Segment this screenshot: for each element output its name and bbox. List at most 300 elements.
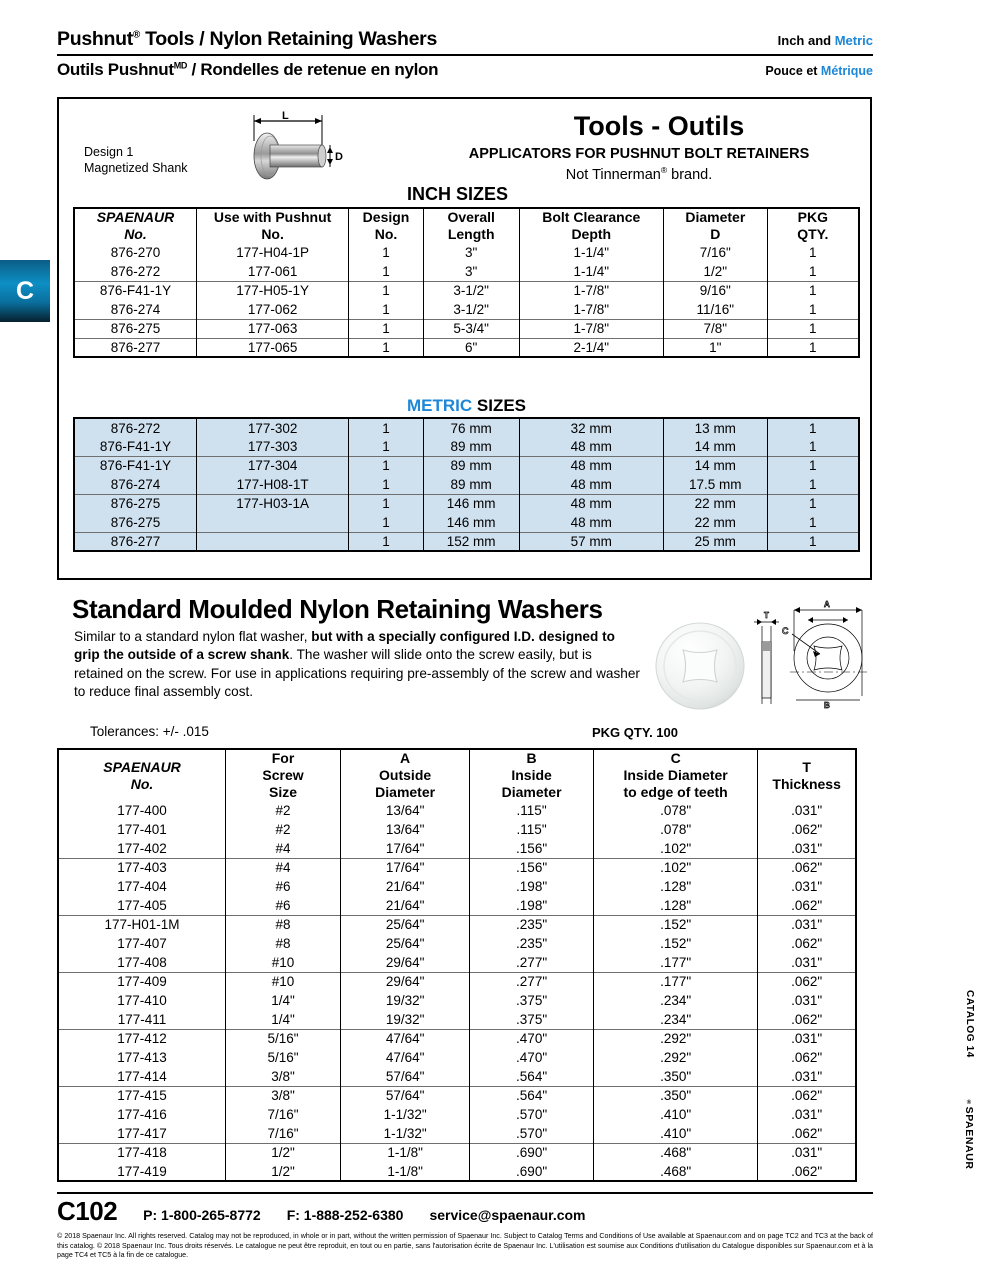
table-cell: .031" bbox=[758, 1105, 856, 1124]
washers-description bbox=[74, 628, 644, 702]
table-cell: .031" bbox=[758, 1067, 856, 1086]
dim-t-label: T bbox=[764, 611, 769, 620]
table-cell: 3/8" bbox=[226, 1086, 341, 1105]
table-cell: .062" bbox=[758, 972, 856, 991]
table-cell: .570" bbox=[470, 1105, 594, 1124]
table-row bbox=[74, 437, 859, 456]
table-cell: 29/64" bbox=[340, 972, 469, 991]
table-cell: 21/64" bbox=[340, 877, 469, 896]
table-cell: 1 bbox=[767, 494, 859, 513]
table-cell: .277" bbox=[470, 953, 594, 972]
table-header-row bbox=[58, 749, 856, 801]
table-cell: #4 bbox=[226, 839, 341, 858]
table-cell: 1/4" bbox=[226, 991, 341, 1010]
table-row bbox=[58, 1010, 856, 1029]
table-row bbox=[58, 877, 856, 896]
cell-part-number: 177-407 bbox=[58, 934, 226, 953]
table-cell: 89 mm bbox=[423, 456, 519, 475]
cell-part-number: 177-414 bbox=[58, 1067, 226, 1086]
header-title-fr-brand: Outils Pushnut bbox=[57, 60, 174, 79]
table-cell: #2 bbox=[226, 820, 341, 839]
washers-desc-part1: Similar to a standard nylon flat washer, bbox=[74, 629, 312, 644]
table-cell: 29/64" bbox=[340, 953, 469, 972]
cell-part-number: 177-411 bbox=[58, 1010, 226, 1029]
table-cell: 1 bbox=[767, 532, 859, 551]
table-row bbox=[58, 1143, 856, 1162]
column-header-line: Bolt Clearance bbox=[542, 209, 641, 225]
tools-subtitle-brand-note bbox=[409, 165, 869, 183]
column-header bbox=[423, 208, 519, 243]
metric-sizes-table bbox=[73, 417, 860, 552]
table-cell: 48 mm bbox=[519, 456, 663, 475]
table-cell: .031" bbox=[758, 801, 856, 820]
table-cell: 1-7/8" bbox=[519, 281, 663, 300]
column-header-line: Use with Pushnut bbox=[213, 209, 332, 225]
column-header bbox=[349, 208, 424, 243]
column-header-line: QTY. bbox=[797, 226, 829, 242]
column-header bbox=[519, 208, 663, 243]
table-cell: .564" bbox=[470, 1086, 594, 1105]
table-cell: .470" bbox=[470, 1029, 594, 1048]
table-cell: 1 bbox=[349, 281, 424, 300]
table-row bbox=[74, 262, 859, 281]
cell-part-number: 177-416 bbox=[58, 1105, 226, 1124]
column-header-line: Diameter bbox=[685, 209, 746, 225]
table-cell: .234" bbox=[593, 991, 757, 1010]
table-cell: 1-1/4" bbox=[519, 262, 663, 281]
metric-sizes-label-blue: METRIC bbox=[406, 396, 473, 415]
table-row bbox=[74, 243, 859, 262]
table-cell: 177-H08-1T bbox=[196, 475, 348, 494]
metric-sizes-label bbox=[73, 396, 860, 416]
table-cell: 177-H04-1P bbox=[196, 243, 348, 262]
table-row bbox=[58, 1086, 856, 1105]
cell-part-number: 177-400 bbox=[58, 801, 226, 820]
dim-a-label: A bbox=[824, 600, 830, 609]
table-cell: 1 bbox=[767, 456, 859, 475]
table-cell: 1 bbox=[767, 513, 859, 532]
cell-part-number: 876-270 bbox=[74, 243, 196, 262]
registered-mark-icon: ® bbox=[132, 29, 140, 41]
cell-part-number: 177-415 bbox=[58, 1086, 226, 1105]
tool-illustration bbox=[234, 111, 434, 186]
table-cell: 19/32" bbox=[340, 1010, 469, 1029]
table-cell: 1-1/32" bbox=[340, 1124, 469, 1143]
table-cell: .690" bbox=[470, 1162, 594, 1181]
header-divider bbox=[57, 54, 873, 56]
washers-table-wrap bbox=[57, 748, 857, 1182]
table-cell: 3-1/2" bbox=[423, 281, 519, 300]
table-cell: 1" bbox=[664, 338, 768, 357]
table-cell: .062" bbox=[758, 1048, 856, 1067]
table-cell: 177-063 bbox=[196, 319, 348, 338]
table-cell: .152" bbox=[593, 934, 757, 953]
column-header-line: D bbox=[710, 226, 721, 242]
table-cell: .375" bbox=[470, 1010, 594, 1029]
table-cell: 177-H03-1A bbox=[196, 494, 348, 513]
cell-part-number: 177-401 bbox=[58, 820, 226, 839]
table-cell: 7/16" bbox=[664, 243, 768, 262]
table-cell bbox=[196, 513, 348, 532]
cell-part-number: 876-277 bbox=[74, 532, 196, 551]
column-header bbox=[58, 749, 226, 801]
header-units-fr-plain: Pouce et bbox=[765, 64, 821, 78]
table-cell: .062" bbox=[758, 1124, 856, 1143]
registered-mark-icon: ® bbox=[966, 1100, 972, 1107]
table-cell: .128" bbox=[593, 896, 757, 915]
cell-part-number: 876-272 bbox=[74, 418, 196, 437]
table-cell: 21/64" bbox=[340, 896, 469, 915]
table-cell: .234" bbox=[593, 1010, 757, 1029]
table-cell: 1 bbox=[767, 262, 859, 281]
table-cell: .031" bbox=[758, 839, 856, 858]
table-cell: 177-062 bbox=[196, 300, 348, 319]
table-cell: 9/16" bbox=[664, 281, 768, 300]
table-cell: 1 bbox=[349, 243, 424, 262]
column-header bbox=[593, 749, 757, 801]
table-cell: .031" bbox=[758, 915, 856, 934]
table-cell: 19/32" bbox=[340, 991, 469, 1010]
table-row bbox=[58, 858, 856, 877]
table-row bbox=[58, 820, 856, 839]
table-cell: .115" bbox=[470, 820, 594, 839]
column-header-line: PKG bbox=[797, 209, 828, 225]
table-cell: 14 mm bbox=[664, 437, 768, 456]
table-cell: 1 bbox=[767, 475, 859, 494]
table-row bbox=[58, 1067, 856, 1086]
inch-sizes-table bbox=[73, 207, 860, 358]
table-cell: 1-1/8" bbox=[340, 1143, 469, 1162]
tools-title: Tools - Outils bbox=[573, 111, 745, 141]
table-cell: 1 bbox=[349, 300, 424, 319]
table-cell: 6" bbox=[423, 338, 519, 357]
washer-dimension-diagram bbox=[752, 596, 874, 716]
column-header bbox=[664, 208, 768, 243]
table-cell: .350" bbox=[593, 1086, 757, 1105]
column-header bbox=[226, 749, 341, 801]
cell-part-number: 177-412 bbox=[58, 1029, 226, 1048]
table-row bbox=[74, 281, 859, 300]
table-cell: 47/64" bbox=[340, 1048, 469, 1067]
table-cell: 5-3/4" bbox=[423, 319, 519, 338]
table-row bbox=[74, 532, 859, 551]
cell-part-number: 177-413 bbox=[58, 1048, 226, 1067]
header-units-fr-metric: Métrique bbox=[820, 64, 873, 78]
table-cell: 1/2" bbox=[664, 262, 768, 281]
table-cell: 76 mm bbox=[423, 418, 519, 437]
table-cell: 25/64" bbox=[340, 934, 469, 953]
table-cell: 48 mm bbox=[519, 475, 663, 494]
column-header-line: Length bbox=[447, 226, 495, 242]
table-cell: 1 bbox=[349, 338, 424, 357]
table-cell: 13/64" bbox=[340, 820, 469, 839]
table-row bbox=[74, 338, 859, 357]
table-cell: #4 bbox=[226, 858, 341, 877]
table-cell: .277" bbox=[470, 972, 594, 991]
brand-note-pre: Not Tinnerman bbox=[565, 166, 661, 183]
table-row bbox=[58, 934, 856, 953]
cell-part-number: 177-402 bbox=[58, 839, 226, 858]
column-header-line: to edge of teeth bbox=[623, 784, 728, 800]
table-cell: 1 bbox=[767, 243, 859, 262]
column-header-line: Inside Diameter bbox=[623, 767, 728, 783]
tool-dim-d-label: D bbox=[335, 151, 343, 163]
table-row bbox=[74, 319, 859, 338]
washers-desc-part2: . The washer will slide onto the screw easily, but is retained on the screw. For use in applications requiring pre-assembly of the screw and washer to reduce final assembly cost. bbox=[74, 647, 640, 700]
cell-part-number: 177-H01-1M bbox=[58, 915, 226, 934]
table-cell: 177-304 bbox=[196, 456, 348, 475]
table-cell: 1 bbox=[349, 494, 424, 513]
column-header-line: Overall bbox=[447, 209, 495, 225]
table-cell: 3" bbox=[423, 262, 519, 281]
column-header bbox=[74, 208, 196, 243]
footer-email[interactable]: service@spaenaur.com bbox=[429, 1207, 586, 1223]
column-header-line: No. bbox=[130, 775, 154, 792]
table-row bbox=[74, 456, 859, 475]
table-cell: #6 bbox=[226, 877, 341, 896]
cell-part-number: 177-404 bbox=[58, 877, 226, 896]
table-cell: 1/2" bbox=[226, 1143, 341, 1162]
washers-desc-emphasis: but with a specially configured I.D. designed to grip the outside of a screw shank bbox=[74, 629, 615, 663]
table-cell: 1 bbox=[349, 532, 424, 551]
cell-part-number: 177-405 bbox=[58, 896, 226, 915]
table-cell: 25 mm bbox=[664, 532, 768, 551]
column-header-line: Diameter bbox=[375, 784, 436, 800]
header-units-en bbox=[778, 33, 873, 48]
tool-dim-l-label: L bbox=[282, 111, 289, 122]
table-cell: .062" bbox=[758, 934, 856, 953]
table-cell: 1/4" bbox=[226, 1010, 341, 1029]
table-cell: 25/64" bbox=[340, 915, 469, 934]
header-units-en-metric: Metric bbox=[834, 33, 873, 48]
design-caption-line2: Magnetized Shank bbox=[84, 161, 188, 175]
column-header-line: No. bbox=[124, 226, 147, 242]
table-cell: 13/64" bbox=[340, 801, 469, 820]
table-cell: .031" bbox=[758, 1029, 856, 1048]
column-header-line: Inside bbox=[511, 767, 552, 783]
table-row bbox=[58, 896, 856, 915]
column-header-line: Size bbox=[269, 784, 298, 800]
table-cell: #6 bbox=[226, 896, 341, 915]
footer-divider bbox=[57, 1192, 873, 1194]
cell-part-number: 177-409 bbox=[58, 972, 226, 991]
table-cell: #8 bbox=[226, 934, 341, 953]
table-cell: 1-1/32" bbox=[340, 1105, 469, 1124]
inch-sizes-table-wrap bbox=[73, 207, 860, 358]
table-cell: 1 bbox=[349, 513, 424, 532]
cell-part-number: 177-403 bbox=[58, 858, 226, 877]
table-cell: 17/64" bbox=[340, 858, 469, 877]
cell-part-number: 876-274 bbox=[74, 475, 196, 494]
margin-brand-text: SPAENAUR bbox=[963, 1106, 975, 1170]
table-row bbox=[58, 972, 856, 991]
footer-phone[interactable]: P: 1-800-265-8772 bbox=[143, 1207, 261, 1223]
section-tab-c[interactable] bbox=[0, 260, 52, 322]
table-row bbox=[74, 513, 859, 532]
table-cell: 1 bbox=[767, 338, 859, 357]
dim-c-label: C bbox=[782, 626, 789, 636]
column-header bbox=[340, 749, 469, 801]
table-cell: 7/16" bbox=[226, 1105, 341, 1124]
table-cell: .102" bbox=[593, 839, 757, 858]
table-cell: .468" bbox=[593, 1162, 757, 1181]
table-cell: .031" bbox=[758, 953, 856, 972]
table-cell: 57 mm bbox=[519, 532, 663, 551]
table-cell: 1/2" bbox=[226, 1162, 341, 1181]
footer-fax[interactable]: F: 1-888-252-6380 bbox=[286, 1207, 404, 1223]
header-title-fr bbox=[57, 60, 438, 80]
washers-title: Standard Moulded Nylon Retaining Washers bbox=[72, 594, 603, 624]
table-cell: 13 mm bbox=[664, 418, 768, 437]
column-header bbox=[758, 749, 856, 801]
table-cell: .156" bbox=[470, 839, 594, 858]
table-cell: .235" bbox=[470, 934, 594, 953]
column-header-line: T bbox=[802, 758, 811, 775]
column-header-line: Screw bbox=[262, 767, 304, 783]
table-cell: .062" bbox=[758, 1010, 856, 1029]
table-cell: .152" bbox=[593, 915, 757, 934]
table-row bbox=[58, 915, 856, 934]
table-cell: 1 bbox=[349, 475, 424, 494]
table-cell: .198" bbox=[470, 877, 594, 896]
column-header-line: SPAENAUR bbox=[103, 758, 181, 775]
metric-sizes-table-wrap bbox=[73, 417, 860, 552]
header-title-en bbox=[57, 28, 437, 51]
cell-part-number: 876-F41-1Y bbox=[74, 456, 196, 475]
table-cell: 177-065 bbox=[196, 338, 348, 357]
table-cell: .115" bbox=[470, 801, 594, 820]
cell-part-number: 876-272 bbox=[74, 262, 196, 281]
table-cell: 2-1/4" bbox=[519, 338, 663, 357]
page-header bbox=[57, 28, 873, 80]
column-header-line: A bbox=[400, 750, 411, 766]
column-header-line: Depth bbox=[571, 226, 612, 242]
table-cell: 47/64" bbox=[340, 1029, 469, 1048]
margin-brand-label bbox=[963, 1100, 975, 1170]
table-row bbox=[74, 475, 859, 494]
table-cell: #10 bbox=[226, 953, 341, 972]
table-cell: 1-7/8" bbox=[519, 319, 663, 338]
washers-table bbox=[57, 748, 857, 1182]
cell-part-number: 177-417 bbox=[58, 1124, 226, 1143]
table-cell: .177" bbox=[593, 953, 757, 972]
column-header-line: For bbox=[271, 750, 295, 766]
table-cell: 1 bbox=[767, 418, 859, 437]
column-header-line: Thickness bbox=[772, 775, 841, 792]
table-cell: 17/64" bbox=[340, 839, 469, 858]
table-row bbox=[74, 300, 859, 319]
column-header-line: B bbox=[526, 750, 537, 766]
table-row bbox=[58, 1124, 856, 1143]
table-cell: .156" bbox=[470, 858, 594, 877]
table-row bbox=[58, 839, 856, 858]
column-header-line: Design bbox=[362, 209, 410, 225]
table-cell: 3/8" bbox=[226, 1067, 341, 1086]
header-title-en-rest: Tools / Nylon Retaining Washers bbox=[139, 28, 437, 50]
table-cell: .078" bbox=[593, 820, 757, 839]
table-cell: 1 bbox=[349, 418, 424, 437]
column-header-line: C bbox=[670, 750, 681, 766]
column-header bbox=[196, 208, 348, 243]
table-row bbox=[58, 1105, 856, 1124]
table-row bbox=[74, 494, 859, 513]
table-cell: .177" bbox=[593, 972, 757, 991]
table-row bbox=[58, 991, 856, 1010]
table-cell: 3-1/2" bbox=[423, 300, 519, 319]
washers-tolerances: Tolerances: +/- .015 bbox=[90, 724, 209, 739]
table-row bbox=[58, 1029, 856, 1048]
table-cell: #10 bbox=[226, 972, 341, 991]
table-cell: 177-H05-1Y bbox=[196, 281, 348, 300]
table-cell: 1 bbox=[349, 456, 424, 475]
table-cell: .031" bbox=[758, 991, 856, 1010]
column-header-line: Diameter bbox=[501, 784, 562, 800]
cell-part-number: 876-F41-1Y bbox=[74, 281, 196, 300]
table-header-row bbox=[74, 208, 859, 243]
table-cell: 1 bbox=[767, 281, 859, 300]
table-cell: .292" bbox=[593, 1048, 757, 1067]
cell-part-number: 876-275 bbox=[74, 513, 196, 532]
cell-part-number: 177-419 bbox=[58, 1162, 226, 1181]
page-number: C102 bbox=[57, 1196, 118, 1226]
tools-subtitle-applicators: APPLICATORS FOR PUSHNUT BOLT RETAINERS bbox=[468, 146, 810, 162]
table-cell: 57/64" bbox=[340, 1086, 469, 1105]
column-header-line: SPAENAUR bbox=[96, 209, 175, 225]
cell-part-number: 177-408 bbox=[58, 953, 226, 972]
table-cell: 7/8" bbox=[664, 319, 768, 338]
table-cell: 1 bbox=[767, 437, 859, 456]
header-title-en-brand: Pushnut bbox=[57, 28, 133, 50]
margin-catalog-label: CATALOG 14 bbox=[964, 990, 975, 1058]
washer-photo-illustration bbox=[655, 620, 745, 712]
table-cell: .350" bbox=[593, 1067, 757, 1086]
table-cell: .062" bbox=[758, 1086, 856, 1105]
column-header-line: Outside bbox=[379, 767, 432, 783]
table-cell: .078" bbox=[593, 801, 757, 820]
table-row bbox=[58, 1048, 856, 1067]
column-header-line: No. bbox=[374, 226, 398, 242]
table-cell: .235" bbox=[470, 915, 594, 934]
table-cell: 177-303 bbox=[196, 437, 348, 456]
table-cell: .031" bbox=[758, 877, 856, 896]
table-cell: .410" bbox=[593, 1124, 757, 1143]
table-cell: 1 bbox=[349, 437, 424, 456]
table-cell: .375" bbox=[470, 991, 594, 1010]
table-cell: 17.5 mm bbox=[664, 475, 768, 494]
table-cell: 177-302 bbox=[196, 418, 348, 437]
table-cell: .102" bbox=[593, 858, 757, 877]
cell-part-number: 876-F41-1Y bbox=[74, 437, 196, 456]
design-caption bbox=[84, 144, 188, 176]
table-cell: 5/16" bbox=[226, 1048, 341, 1067]
footer-legal-fr: © 2018 Spaenaur Inc. Tous droits réservés. Le catalogue ne peut être reproduit, en tout ou en partie, sans l'autorisation écrite de Spaenaur Inc. L'utilisation est soumise aux Conditions d'utilisation du Catalogue disponibles sur Spaenaur.com et à la page TC4 et TC5 à la fin de ce catalogue. bbox=[57, 1241, 873, 1260]
table-cell: 146 mm bbox=[423, 494, 519, 513]
table-cell: 5/16" bbox=[226, 1029, 341, 1048]
dim-b-label: B bbox=[824, 701, 830, 710]
table-cell: 48 mm bbox=[519, 513, 663, 532]
table-cell: 48 mm bbox=[519, 437, 663, 456]
table-cell: .062" bbox=[758, 820, 856, 839]
table-cell: 1 bbox=[767, 300, 859, 319]
table-cell: 32 mm bbox=[519, 418, 663, 437]
cell-part-number: 876-275 bbox=[74, 494, 196, 513]
cell-part-number: 876-277 bbox=[74, 338, 196, 357]
cell-part-number: 177-418 bbox=[58, 1143, 226, 1162]
table-cell: 14 mm bbox=[664, 456, 768, 475]
table-cell: #8 bbox=[226, 915, 341, 934]
design-caption-line1: Design 1 bbox=[84, 145, 134, 159]
table-cell: .292" bbox=[593, 1029, 757, 1048]
